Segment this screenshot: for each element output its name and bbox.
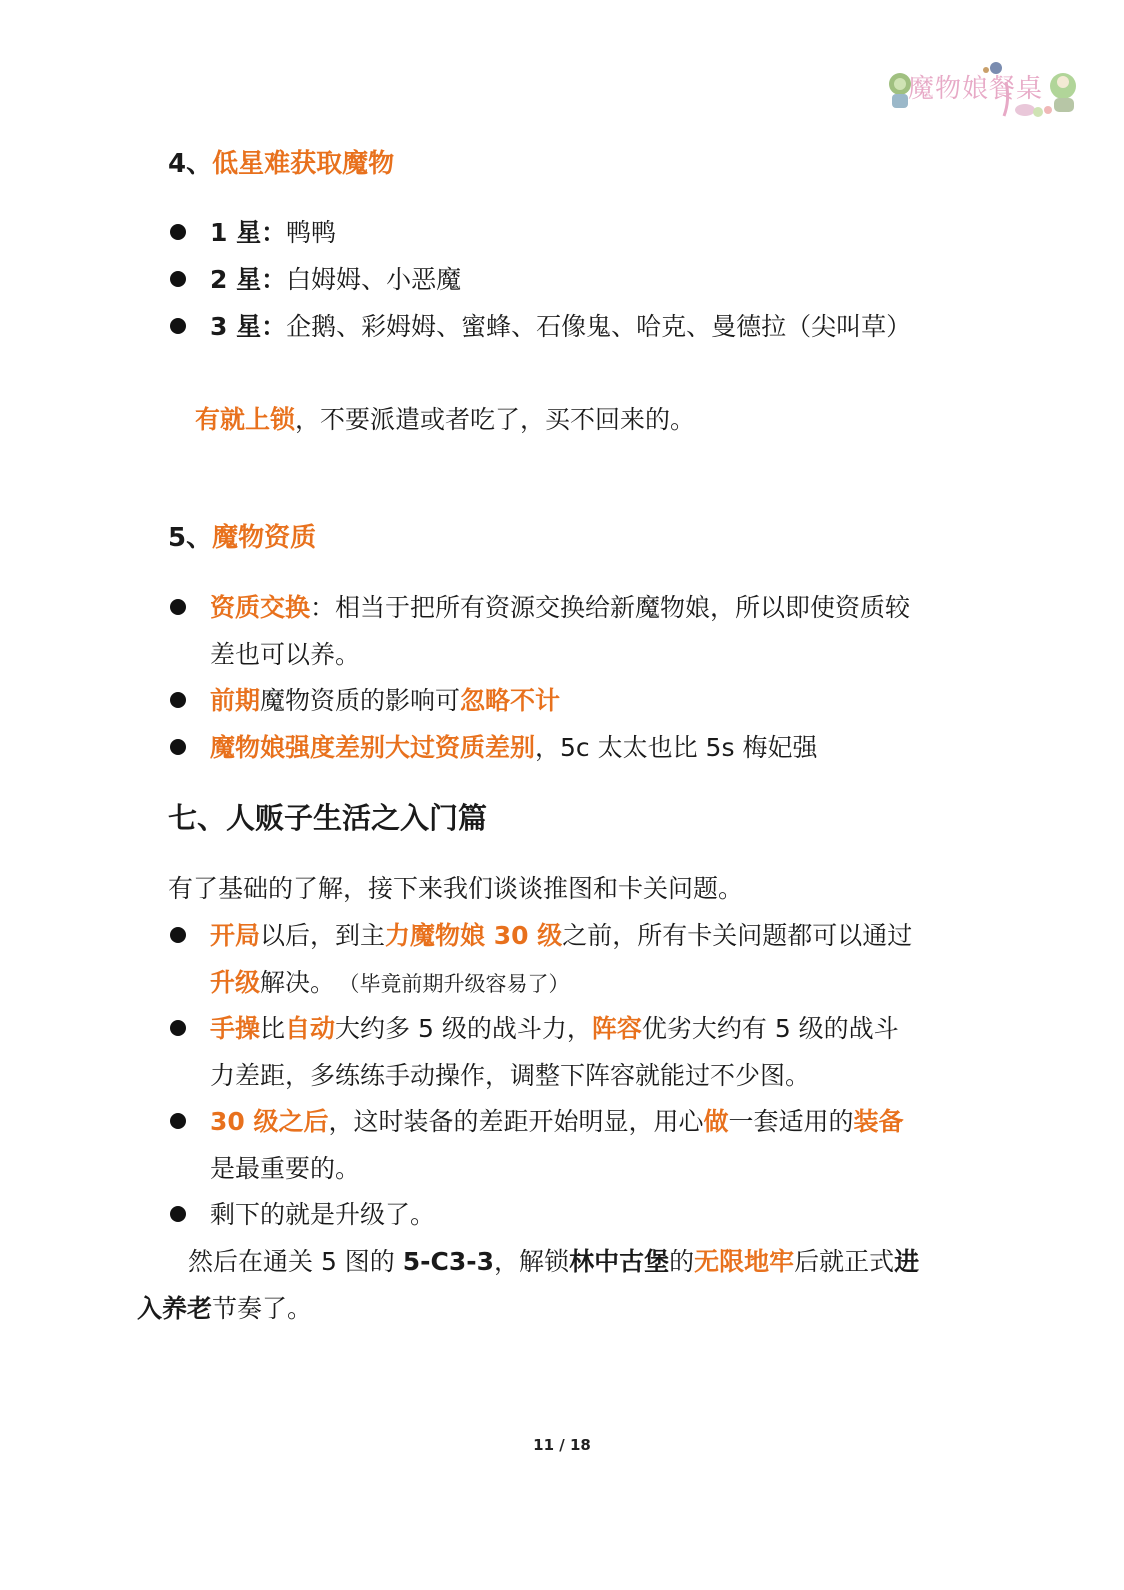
bullet-icon [170,224,186,240]
bullet-icon [170,1113,186,1129]
logo-text: 魔物娘餐桌 [908,74,1044,104]
section-5-number: 5、 [168,523,213,553]
bullet-icon [170,271,186,287]
bullet-icon [170,1206,186,1222]
list-item-continuation: 力差距，多练练手动操作，调整下阵容就能过不少图。 [210,1061,811,1090]
closing-paragraph-line-1: 然后在通关 5 图的 5-C3-3，解锁林中古堡的无限地牢后就正式进 [188,1247,920,1276]
closing-paragraph-line-2: 入养老节奏了。 [137,1294,313,1323]
logo [888,60,1084,122]
document-page: 魔物娘餐桌 4、低星难获取魔物 1 星：鸭鸭 2 星：白姆姆、小恶魔 3 星：企鹅、彩姆姆、蜜蜂、石像鬼、哈克、曼德拉（尖叫草） 有就上锁，不要派遣或者吃了，买不回来的。 5、魔物资质 资质交换：相当于把所有资源交换给新魔物娘，所以即使资质较 差也可以养。 前期魔物资质的影响可忽略不计 魔物娘强度差别大过资质差别，5c 太太也比 5s 梅妃强 七、人贩子生活之入门篇 有了基础的了解，接下来我们谈谈推图和卡关问题。 开局以后，到主力魔物娘 30 级之前，所有卡关问题都可以通过 升级解决。 （毕竟前期升级容易了） 手操比自动大约多 5 级的战斗力，阵容优劣大约有 5 级的战斗 力差距，多练练手动操作，调整下阵容就能过不少图。 30 级之后，这时装备的差距开始明显，用心做一套适用的装备 是最重要的。 剩下的就是升级了。 然后在通关 5 图的 5-C3-3，解锁林中古堡的无限地牢后就正式进 入养老节奏了。 11 / 18 [0,0,1124,1590]
section-4-number: 4、 [168,149,213,179]
list-item-continuation: 是最重要的。 [210,1154,361,1183]
list-item-continuation: 升级解决。 （毕竟前期升级容易了） [210,968,570,997]
monster-names: 白姆姆、小恶魔 [286,265,462,294]
section-5-title: 魔物资质 [212,523,317,553]
section-4-note: 有就上锁，不要派遣或者吃了，买不回来的。 [195,405,696,434]
section-7-intro: 有了基础的了解，接下来我们谈谈推图和卡关问题。 [168,874,744,903]
bullet-icon [170,927,186,943]
section-4-title: 低星难获取魔物 [212,149,395,179]
star-label: 2 星： [210,265,287,294]
page-number: 11 / 18 [533,1436,591,1454]
bullet-icon [170,692,186,708]
section-5-heading [168,521,316,555]
monster-names: 企鹅、彩姆姆、蜜蜂、石像鬼、哈克、曼德拉（尖叫草） [286,312,912,341]
bullet-icon [170,599,186,615]
star-label: 3 星： [210,312,287,341]
bullet-icon [170,1020,186,1036]
section-7-heading: 七、人贩子生活之入门篇 [168,801,488,835]
bullet-icon [170,318,186,334]
bullet-icon [170,739,186,755]
section-4-heading [168,147,394,181]
monster-names: 鸭鸭 [286,218,337,247]
star-label: 1 星： [210,218,287,247]
list-item-continuation: 差也可以养。 [210,640,361,669]
